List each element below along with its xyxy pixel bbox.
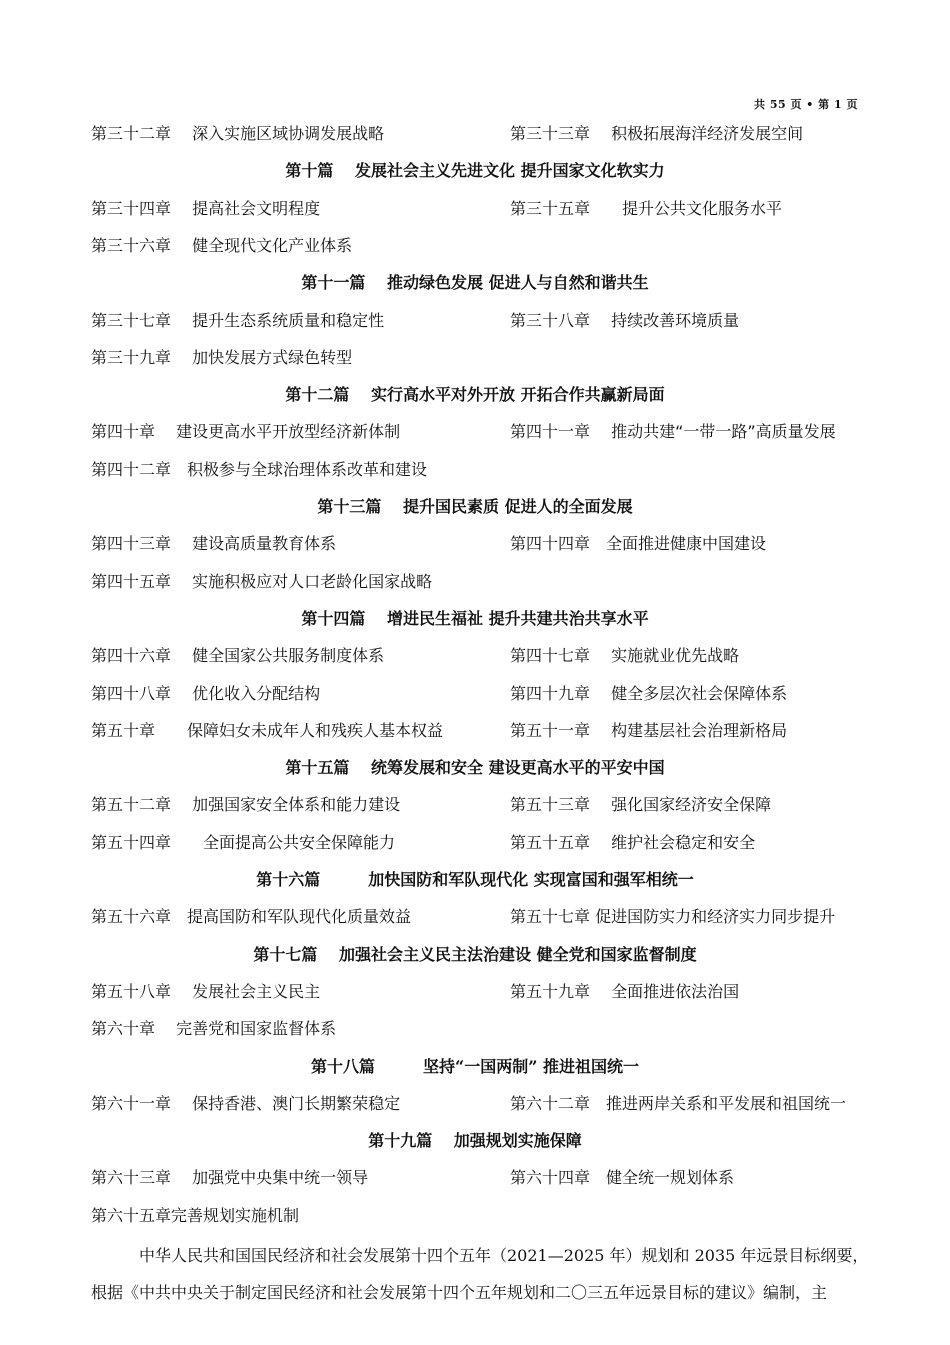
part-heading: 第十六篇 加快国防和军队现代化 实现富国和强军相统一 (256, 870, 694, 889)
chapter-entry: 第四十四章 全面推进健康中国建设 (510, 534, 767, 553)
chapter-entry: 第三十四章 提高社会文明程度 (91, 199, 321, 218)
part-heading: 第十五篇 统筹发展和安全 建设更高水平的平安中国 (285, 758, 665, 777)
part-heading: 第十七篇 加强社会主义民主法治建设 健全党和国家监督制度 (253, 945, 697, 964)
chapter-entry: 第四十六章 健全国家公共服务制度体系 (91, 646, 385, 665)
part-heading: 第十一篇 推动绿色发展 促进人与自然和谐共生 (301, 273, 649, 292)
chapter-row (91, 980, 871, 1004)
chapter-row (91, 1092, 871, 1116)
chapter-row (91, 831, 871, 855)
chapter-entry: 第五十六章 提高国防和军队现代化质量效益 (91, 907, 412, 926)
chapter-row (91, 234, 871, 258)
chapter-entry: 第六十五章完善规划实施机制 (91, 1206, 300, 1225)
part-heading: 第十九篇 加强规划实施保障 (368, 1131, 582, 1150)
chapter-entry: 第三十二章 深入实施区域协调发展战略 (91, 124, 385, 143)
chapter-entry: 第四十九章 健全多层次社会保障体系 (510, 684, 788, 703)
chapter-entry: 第三十六章 健全现代文化产业体系 (91, 236, 353, 255)
chapter-entry: 第四十五章 实施积极应对人口老龄化国家战略 (91, 572, 433, 591)
chapter-entry: 第三十九章 加快发展方式绿色转型 (91, 348, 353, 367)
chapter-entry: 第三十八章 持续改善环境质量 (510, 311, 740, 330)
chapter-row (91, 346, 871, 370)
chapter-row (91, 1017, 871, 1041)
part-heading: 第十二篇 实行高水平对外开放 开拓合作共赢新局面 (285, 385, 665, 404)
chapter-entry: 第六十章 完善党和国家监督体系 (91, 1019, 337, 1038)
chapter-entry: 第六十三章 加强党中央集中统一领导 (91, 1168, 369, 1187)
chapter-entry: 第五十八章 发展社会主义民主 (91, 982, 321, 1001)
chapter-row (91, 682, 871, 706)
chapter-row (91, 570, 871, 594)
chapter-entry: 第五十五章 维护社会稳定和安全 (510, 833, 756, 852)
chapter-row (91, 719, 871, 743)
chapter-row (91, 905, 871, 929)
part-heading: 第十篇 发展社会主义先进文化 提升国家文化软实力 (285, 161, 665, 180)
chapter-row (91, 644, 871, 668)
chapter-entry: 第六十一章 保持香港、澳门长期繁荣稳定 (91, 1094, 401, 1113)
page-number-header: 共 55 页 • 第 1 页 (754, 98, 858, 111)
chapter-row (91, 532, 871, 556)
part-heading: 第十三篇 提升国民素质 促进人的全面发展 (317, 497, 633, 516)
chapter-row (91, 122, 871, 146)
chapter-entry: 第四十二章 积极参与全球治理体系改革和建设 (91, 460, 428, 479)
part-heading: 第十八篇 坚持“一国两制” 推进祖国统一 (311, 1057, 639, 1076)
chapter-entry: 第五十二章 加强国家安全体系和能力建设 (91, 795, 401, 814)
part-heading: 第十四篇 增进民生福祉 提升共建共治共享水平 (301, 609, 649, 628)
chapter-entry: 第六十四章 健全统一规划体系 (510, 1168, 735, 1187)
chapter-entry: 第五十七章 促进国防实力和经济实力同步提升 (510, 907, 836, 926)
chapter-row (91, 1204, 871, 1228)
chapter-entry: 第四十章 建设更高水平开放型经济新体制 (91, 422, 401, 441)
paragraph-line: 根据《中共中央关于制定国民经济和社会发展第十四个五年规划和二〇三五年远景目标的建议》编制，主 (91, 1283, 828, 1302)
chapter-entry: 第三十七章 提升生态系统质量和稳定性 (91, 311, 385, 330)
chapter-entry: 第三十五章 提升公共文化服务水平 (510, 199, 783, 218)
chapter-row (91, 793, 871, 817)
chapter-entry: 第四十一章 推动共建“一带一路”高质量发展 (510, 422, 836, 441)
chapter-entry: 第五十三章 强化国家经济安全保障 (510, 795, 772, 814)
chapter-row (91, 197, 871, 221)
chapter-entry: 第四十三章 建设高质量教育体系 (91, 534, 337, 553)
chapter-entry: 第六十二章 推进两岸关系和平发展和祖国统一 (510, 1094, 847, 1113)
chapter-row (91, 309, 871, 333)
chapter-entry: 第五十章 保障妇女未成年人和残疾人基本权益 (91, 721, 444, 740)
chapter-row (91, 420, 871, 444)
chapter-entry: 第四十七章 实施就业优先战略 (510, 646, 740, 665)
chapter-entry: 第五十九章 全面推进依法治国 (510, 982, 740, 1001)
chapter-entry: 第五十四章 全面提高公共安全保障能力 (91, 833, 396, 852)
chapter-row (91, 458, 871, 482)
chapter-entry: 第四十八章 优化收入分配结构 (91, 684, 321, 703)
chapter-entry: 第三十三章 积极拓展海洋经济发展空间 (510, 124, 804, 143)
chapter-entry: 第五十一章 构建基层社会治理新格局 (510, 721, 788, 740)
paragraph-line: 中华人民共和国国民经济和社会发展第十四个五年（2021—2025 年）规划和 2035 年远景目标纲要， (91, 1246, 869, 1265)
chapter-row (91, 1166, 871, 1190)
